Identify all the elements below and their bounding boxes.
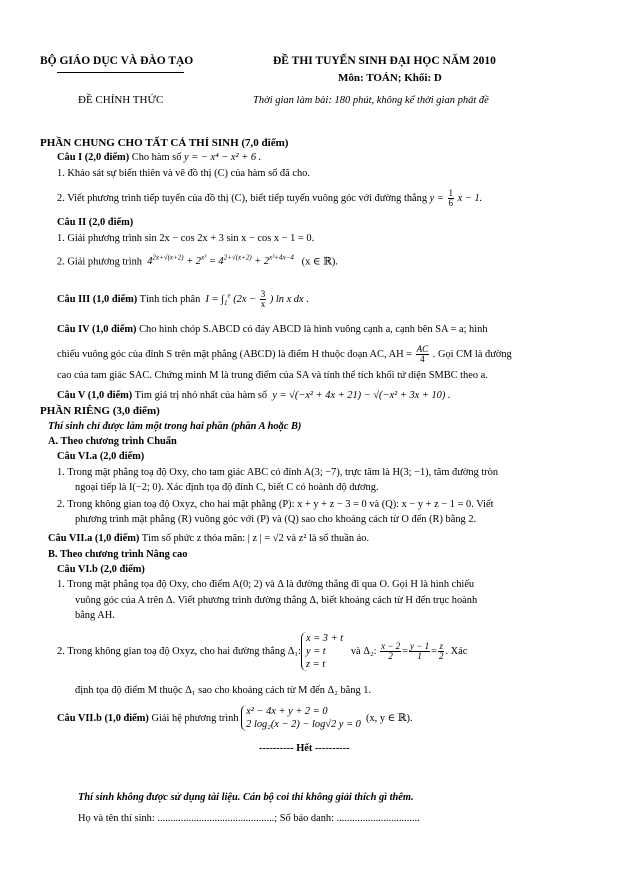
exam-title: ĐỀ THI TUYỂN SINH ĐẠI HỌC NĂM 2010 bbox=[273, 55, 496, 67]
q2-label: Câu II (2,0 điểm) bbox=[57, 217, 134, 228]
ministry-name: BỘ GIÁO DỤC VÀ ĐÀO TẠO bbox=[40, 55, 194, 67]
q6b-1-line-1: 1. Trong mặt phẳng tọa độ Oxy, cho điểm A(0; 2) và Δ là đường thẳng đi qua O. Gọi H là hình chiếu bbox=[57, 579, 475, 590]
q4-label: Câu IV (1,0 điểm) bbox=[57, 324, 137, 335]
q4-line-2a: chiếu vuông góc của đỉnh S trên mặt phẳng (ABCD) là điểm H thuộc đoạn AC, AH = bbox=[57, 348, 413, 360]
q6b-2-frac-2: $\frac{y - 1}{1}$ bbox=[410, 640, 430, 661]
q3-text: Tính tích phân bbox=[139, 293, 201, 305]
q6b-label: Câu VI.b (2,0 điểm) bbox=[57, 564, 145, 575]
q7b-system: x² − 4x + y + 2 = 0 2 log₂(x − 2) − log√2 y = 0 bbox=[241, 705, 361, 731]
q6b-1-line-2: vuông góc của A trên Δ. Viết phương trình đường thẳng Δ, biết khoảng cách từ H đến trục hoành bbox=[75, 595, 478, 606]
q2-item-2-equation: $4^{2x+√(x+2)} + 2^{x^3} = 4^{2+√(x+2)} + 2^{x^3+4x-4}$ bbox=[144, 254, 294, 268]
q4-fraction: $\frac{AC}{4}$ bbox=[416, 344, 429, 364]
part-common-title: PHẦN CHUNG CHO TẤT CẢ THÍ SINH (7,0 điểm) bbox=[40, 137, 289, 149]
q7b-label: Câu VII.b (1,0 điểm) bbox=[57, 712, 149, 724]
part-own-title: PHẦN RIÊNG (3,0 điểm) bbox=[40, 405, 160, 417]
q3-label: Câu III (1,0 điểm) bbox=[57, 293, 138, 305]
q1-item-2: 2. Viết phương trình tiếp tuyến của đồ thị (C), biết tiếp tuyến vuông góc với đường thẳng bbox=[57, 192, 428, 204]
program-a-title: A. Theo chương trình Chuẩn bbox=[48, 436, 177, 447]
end-marker: ---------- Hết ---------- bbox=[259, 743, 350, 754]
part-own-note: Thí sinh chỉ được làm một trong hai phần (phần A hoặc B) bbox=[48, 421, 302, 432]
q6b-2-prefix: 2. Trong không gian toạ độ Oxyz, cho hai đường thẳng Δ₁: bbox=[57, 645, 301, 657]
q2-item-1: 1. Giải phương trình sin 2x − cos 2x + 3 sin x − cos x − 1 = 0. bbox=[57, 233, 315, 244]
q7a-label: Câu VII.a (1,0 điểm) bbox=[48, 533, 140, 544]
q7b-suffix: (x, y ∈ ℝ). bbox=[365, 712, 413, 724]
q1-text: Cho hàm số bbox=[131, 152, 182, 163]
q6b-2-mid: và Δ₂: bbox=[350, 645, 377, 657]
header-divider bbox=[57, 72, 184, 73]
q7a-text: Tìm số phức z thỏa mãn: | z | = √2 và z² là số thuần ảo. bbox=[141, 533, 370, 544]
q6a-1-line-1: 1. Trong mặt phẳng toạ độ Oxy, cho tam giác ABC có đỉnh A(3; −7), trực tâm là H(3; −1), tâm đường tròn bbox=[57, 467, 499, 478]
q6b-1-line-3: bằng AH. bbox=[75, 610, 115, 621]
q4-line-3: cao của tam giác SAC. Chứng minh M là trung điểm của SA và tính thể tích khối tứ diện SMBC theo a. bbox=[57, 370, 488, 381]
q1-label: Câu I (2,0 điểm) bbox=[57, 152, 130, 163]
q4-line-1: Cho hình chóp S.ABCD có đáy ABCD là hình vuông cạnh a, cạnh bên SA = a; hình bbox=[139, 324, 488, 335]
q6a-2-line-2: phương trình mặt phẳng (R) vuông góc với (P) và (Q) sao cho khoảng cách từ O đến (R) bằng 2. bbox=[75, 514, 477, 525]
q4-line-2b: . Gọi CM là đường bbox=[432, 348, 512, 360]
q5-label: Câu V (1,0 điểm) bbox=[57, 390, 133, 401]
q5-formula: y = √(−x² + 4x + 21) − √(−x² + 3x + 10) . bbox=[269, 390, 451, 401]
q6b-2-frac-3: $\frac{z}{2}$ bbox=[438, 640, 444, 661]
q1-fraction: $\frac{1}{6}$ bbox=[448, 188, 454, 208]
time-line: Thời gian làm bài: 180 phút, không kể thời gian phát đề bbox=[253, 95, 489, 106]
q5-text: Tìm giá trị nhỏ nhất của hàm số bbox=[134, 390, 268, 401]
q6b-2-system: x = 3 + t y = t z = t bbox=[301, 632, 343, 671]
q6b-2-suffix: . Xác bbox=[445, 645, 468, 657]
q2-item-2-prefix: 2. Giải phương trình bbox=[57, 256, 143, 268]
candidate-name-line: Họ và tên thí sinh: .............................................; Số báo danh: ................................ bbox=[78, 813, 420, 824]
q7b-text: Giải hệ phương trình bbox=[151, 712, 239, 724]
footer-note: Thí sinh không được sử dụng tài liệu. Cán bộ coi thi không giải thích gì thêm. bbox=[78, 792, 414, 803]
q3-integral: $I = \int_1^e$ (2x − bbox=[202, 291, 257, 307]
q1-item-2-formula: x − 1. bbox=[457, 192, 483, 204]
q1-formula: y = − x⁴ − x² + 6 . bbox=[184, 152, 262, 163]
program-b-title: B. Theo chương trình Nâng cao bbox=[48, 549, 188, 560]
subject-line: Môn: TOÁN; Khối: D bbox=[338, 72, 442, 84]
q6a-label: Câu VI.a (2,0 điểm) bbox=[57, 451, 145, 462]
q3-formula: ln x dx . bbox=[275, 293, 309, 305]
q6b-2-line-2: định tọa độ điểm M thuộc Δ₁ sao cho khoảng cách từ M đến Δ₂ bằng 1. bbox=[75, 685, 372, 696]
q6a-2-line-1: 2. Trong không gian toạ độ Oxyz, cho hai mặt phẳng (P): x + y + z − 3 = 0 và (Q): x − y + z − 1 = 0. Viết bbox=[57, 499, 494, 510]
q6a-1-line-2: ngoại tiếp là I(−2; 0). Xác định tọa độ đỉnh C, biết C có hoành độ dương. bbox=[75, 482, 379, 493]
q1-item-1: 1. Khảo sát sự biến thiên và vẽ đồ thị (C) của hàm số đã cho. bbox=[57, 168, 310, 179]
q6b-2-frac-1: $\frac{x - 2}{2}$ bbox=[381, 640, 401, 661]
q2-item-2-suffix: (x ∈ ℝ). bbox=[301, 256, 338, 268]
official-label: ĐỀ CHÍNH THỨC bbox=[78, 94, 164, 106]
q3-fraction: $\frac{3}{x}$ bbox=[260, 289, 266, 309]
